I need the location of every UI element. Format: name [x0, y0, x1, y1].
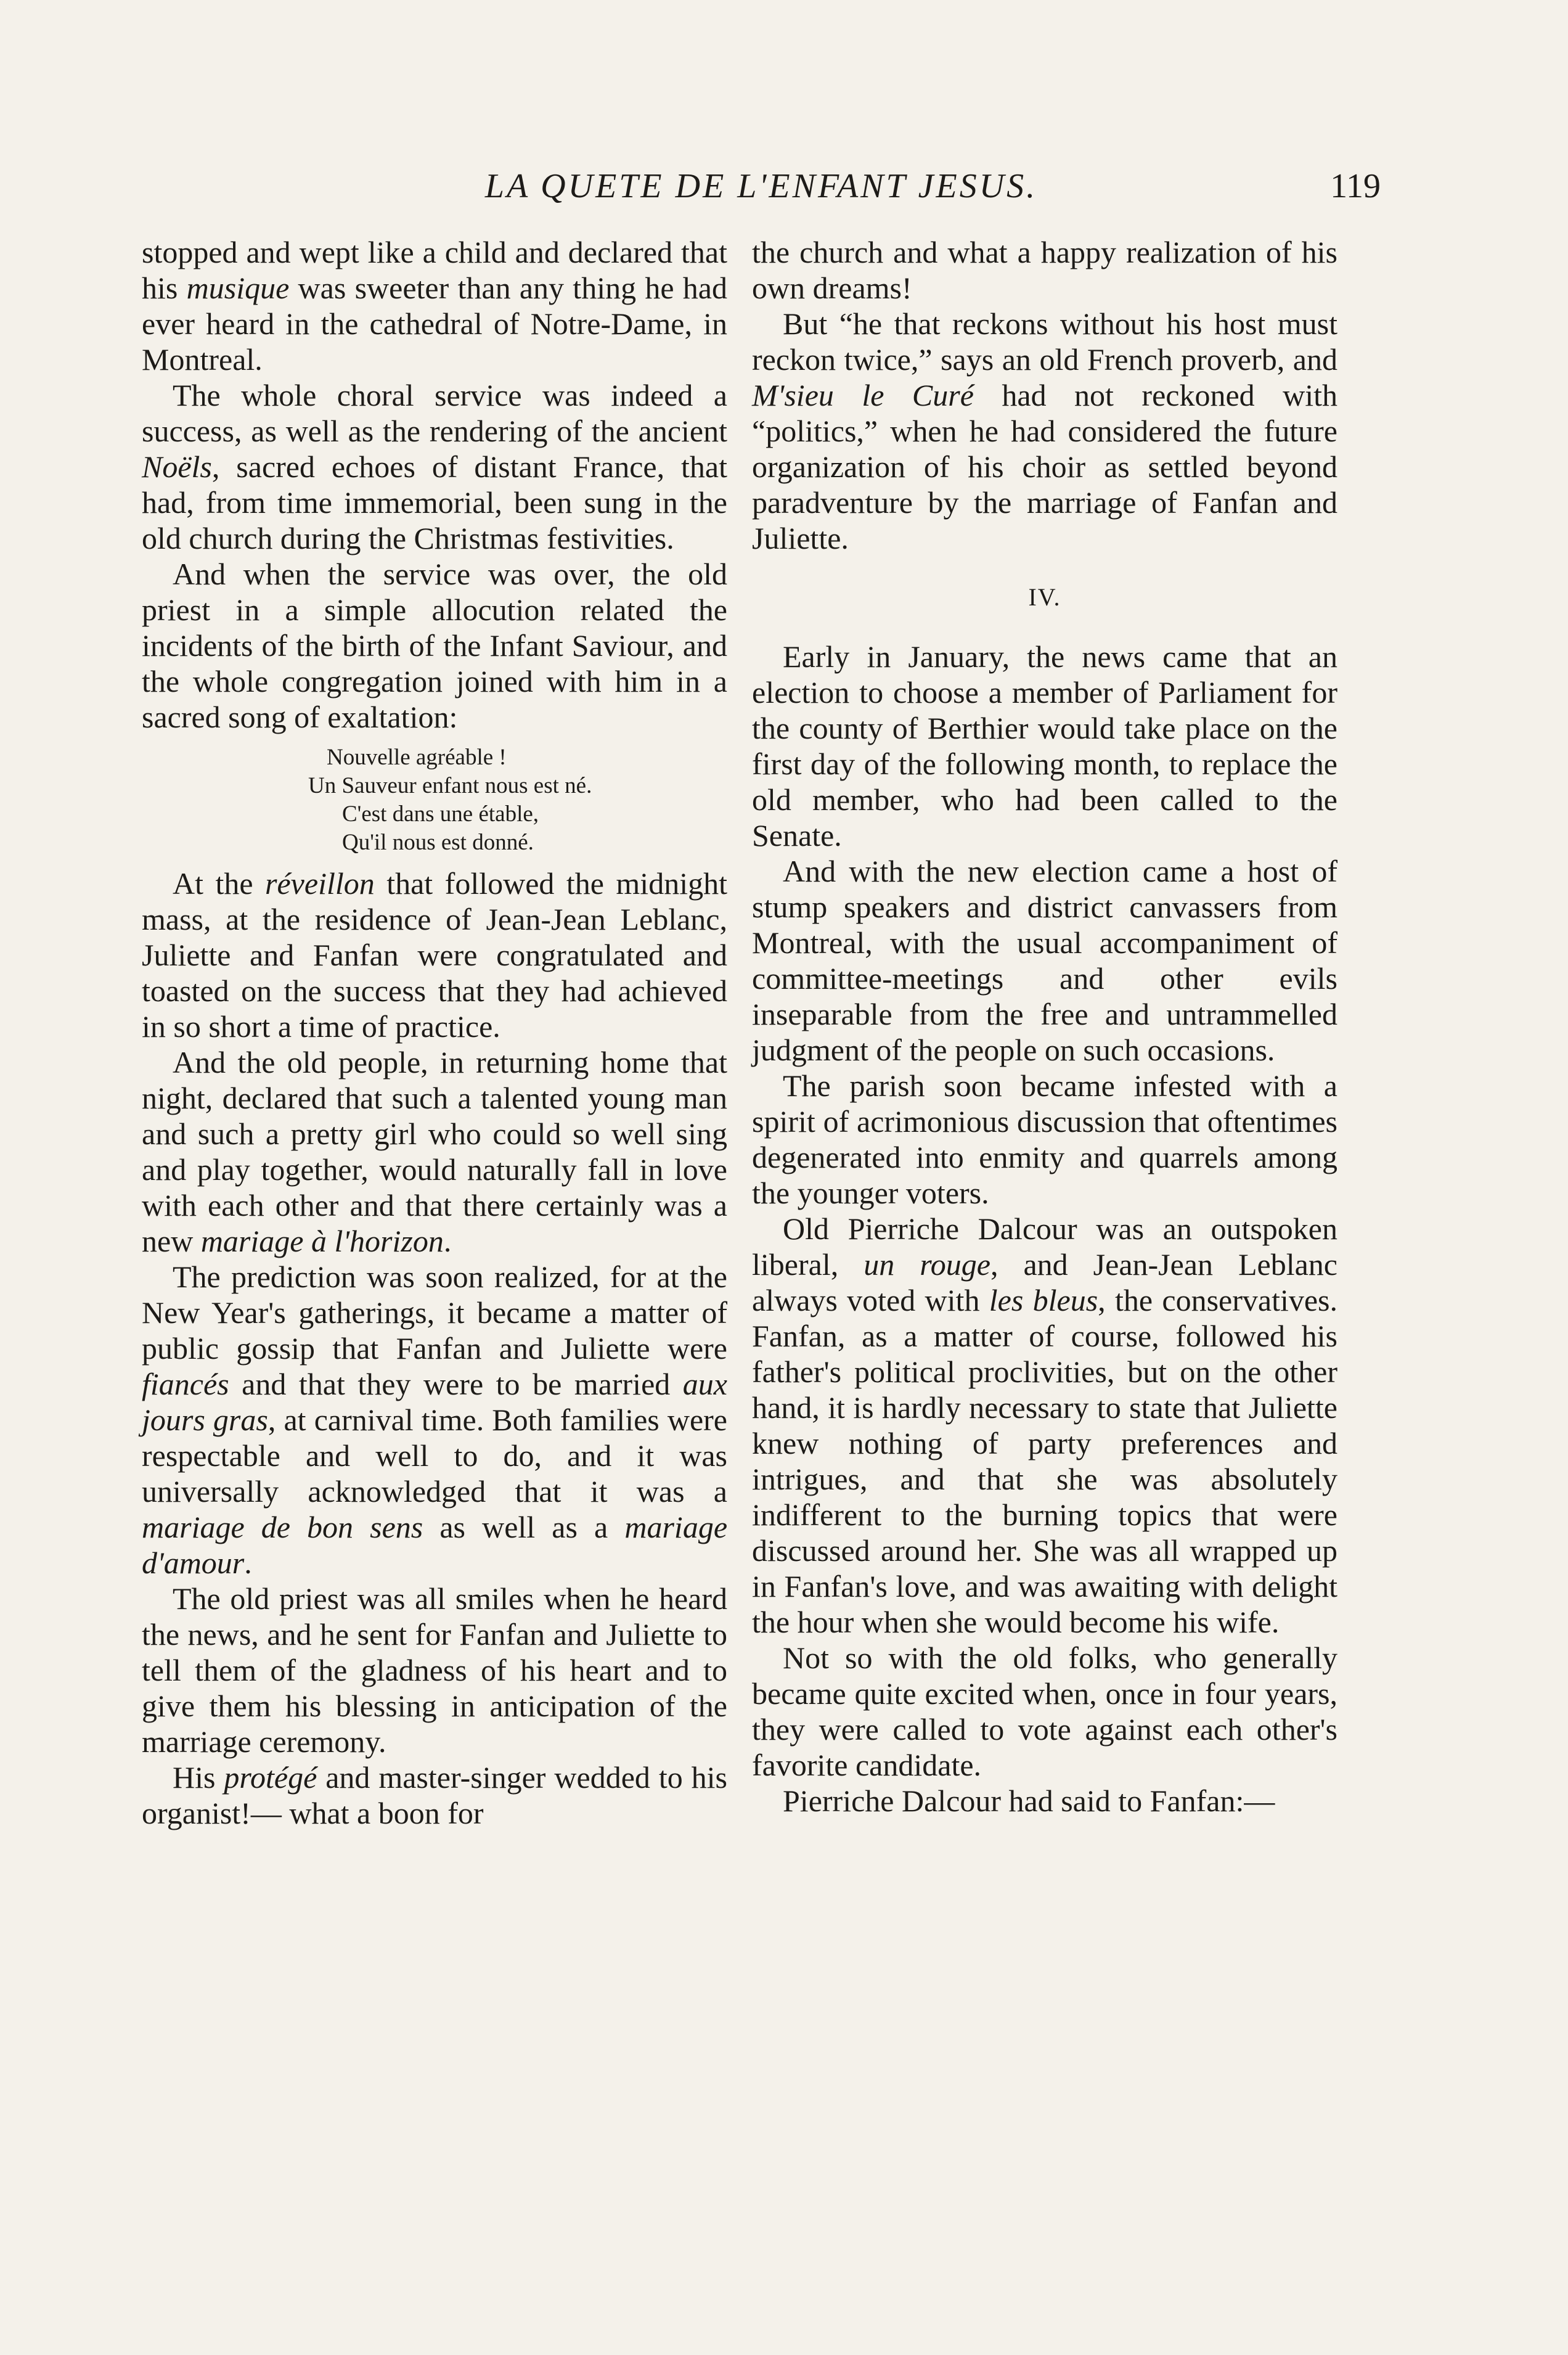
right-column [752, 234, 1337, 1819]
page-number: 119 [1330, 167, 1381, 205]
paragraph: Early in January, the news came that an election to choose a member of Parliament for the county of Berthier would take place on the first day of the following month, to replace the old member, who had been called to the Senate. [752, 639, 1337, 853]
verse-line: C'est dans une étable, [342, 801, 539, 827]
page-header [142, 166, 1381, 216]
section-heading: IV. [1028, 583, 1061, 611]
paragraph: His protégé and master-singer wedded to his organist!— what a boon for [142, 1760, 727, 1830]
paragraph: At the réveillon that followed the midnight mass, at the residence of Jean-Jean Leblanc, Juliette and Fanfan were congratulated and toasted on the success that they had achieved in so short a time of practice. [142, 866, 727, 1044]
paragraph: Pierriche Dalcour had said to Fanfan:— [783, 1784, 1275, 1818]
verse-quote [142, 743, 727, 857]
paragraph: The whole choral service was indeed a success, as well as the rendering of the ancient Noëls, sacred echoes of distant France, that had, from time immemorial, been sung in the old church during the Christmas festivities. [142, 378, 727, 555]
paragraph: And with the new election came a host of stump speakers and district canvassers from Montreal, with the usual accompaniment of committee-meetings and other evils inseparable from the free and untrammelled judgment of the people on such occasions. [752, 854, 1337, 1067]
paragraph: And the old people, in returning home that night, declared that such a talented young man and such a pretty girl who could so well sing and play together, would naturally fall in love with each other and that there certainly was a new mariage à l'horizon. [142, 1045, 727, 1258]
verse-line: Un Sauveur enfant nous est né. [308, 773, 592, 798]
paragraph: Old Pierriche Dalcour was an outspoken liberal, un rouge, and Jean-Jean Leblanc always voted with les bleus, the conservatives. Fanfan, as a matter of course, followed his father's political proclivities, but on the other hand, it is hardly necessary to state that Juliette knew nothing of party preferences and intrigues, and that she was absolutely indifferent to the burning topics that were discussed around her. She was all wrapped up in Fanfan's love, and was awaiting with delight the hour when she would become his wife. [752, 1211, 1338, 1639]
paragraph: The parish soon became infested with a spirit of acrimonious discussion that oftentimes degenerated into enmity and quarrels among the younger voters. [752, 1068, 1337, 1210]
running-title: LA QUETE DE L'ENFANT JESUS. [484, 167, 1038, 205]
paragraph: The old priest was all smiles when he heard the news, and he sent for Fanfan and Juliette to tell them of the gladness of his heart and to give them his blessing in anticipation of the marriage ceremony. [142, 1581, 727, 1759]
paragraph: And when the service was over, the old priest in a simple allocution related the incidents of the birth of the Infant Saviour, and the whole congregation joined with him in a sacred song of exaltation: [142, 557, 727, 734]
paragraph: The prediction was soon realized, for at the New Year's gatherings, it became a matter of public gossip that Fanfan and Juliette were fiancés and that they were to be married aux jours gras, at carnival time. Both families were respectable and well to do, and it was universally acknowledged that it was a mariage de bon sens as well as a mariage d'amour. [142, 1259, 728, 1580]
paragraph: But “he that reckons without his host must reckon twice,” says an old French proverb, and M'sieu le Curé had not reckoned with “politics,” when he had considered the future organization of his choir as settled beyond paradventure by the marriage of Fanfan and Juliette. [752, 306, 1337, 555]
verse-line: Qu'il nous est donné. [342, 830, 534, 855]
paragraph: the church and what a happy realization of his own dreams! [752, 235, 1337, 305]
paragraph: Not so with the old folks, who generally became quite excited when, once in four years, they were called to vote against each other's favorite candidate. [752, 1640, 1337, 1782]
verse-line: Nouvelle agréable ! [327, 745, 507, 770]
paragraph: stopped and wept like a child and declared that his musique was sweeter than any thing he had ever heard in the cathedral of Notre-Dame, in Montreal. [142, 235, 728, 377]
left-column [142, 234, 727, 1831]
